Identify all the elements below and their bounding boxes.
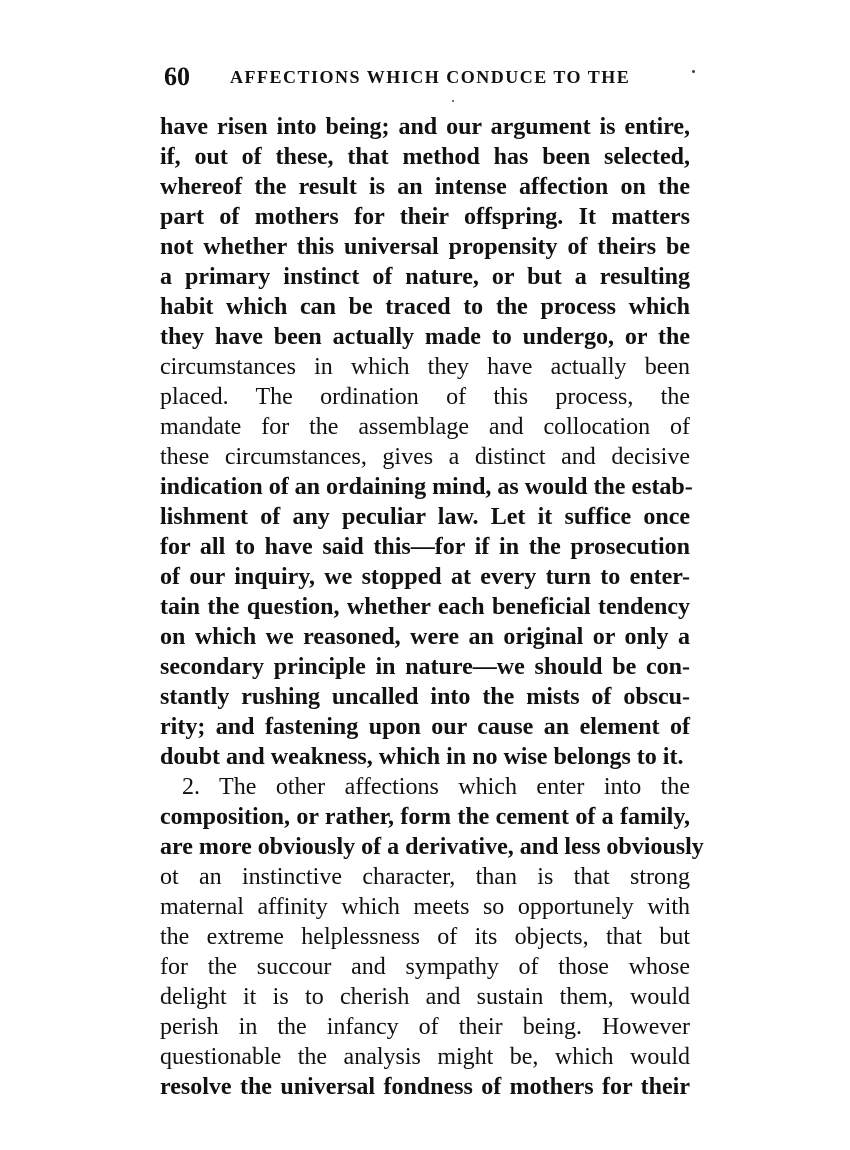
text-line: a primary instinct of nature, or but a resulting — [160, 264, 690, 290]
text-line: these circumstances, gives a distinct and decisive — [160, 444, 690, 470]
text-line: doubt and weakness, which in no wise belongs to it. — [160, 744, 684, 770]
text-line: have risen into being; and our argument is entire, — [160, 114, 690, 140]
text-line: mandate for the assemblage and collocation of — [160, 414, 690, 440]
text-line: the extreme helplessness of its objects, that but — [160, 924, 690, 950]
text-line: perish in the infancy of their being. However — [160, 1014, 690, 1040]
text-line: if, out of these, that method has been selected, — [160, 144, 690, 170]
running-title: AFFECTIONS WHICH CONDUCE TO THE — [230, 67, 631, 87]
running-head — [160, 62, 690, 92]
text-line: ot an instinctive character, than is that strong — [160, 864, 690, 890]
text-line: they have been actually made to undergo, or the — [160, 324, 690, 350]
text-line: secondary principle in nature—we should be con- — [160, 654, 690, 680]
text-line: rity; and fastening upon our cause an element of — [160, 714, 690, 740]
text-line: for all to have said this—for if in the prosecution — [160, 534, 690, 560]
text-line: maternal affinity which meets so opportunely with — [160, 894, 690, 920]
text-line: composition, or rather, form the cement of a family, — [160, 804, 690, 830]
text-line: resolve the universal fondness of mothers for their — [160, 1074, 690, 1100]
page-number: 60 — [164, 62, 190, 91]
text-line: on which we reasoned, were an original or only a — [160, 624, 690, 650]
text-line: indication of an ordaining mind, as would the estab- — [160, 474, 693, 500]
body-text — [160, 112, 704, 1102]
text-line: tain the question, whether each beneficial tendency — [160, 594, 690, 620]
text-line: not whether this universal propensity of theirs be — [160, 234, 690, 260]
text-line: part of mothers for their offspring. It matters — [160, 204, 690, 230]
print-speck — [452, 100, 454, 102]
text-line: circumstances in which they have actually been — [160, 354, 690, 380]
text-line: delight it is to cherish and sustain them, would — [160, 984, 690, 1010]
text-line: questionable the analysis might be, which would — [160, 1044, 690, 1070]
print-speck — [692, 70, 695, 73]
text-line: whereof the result is an intense affection on the — [160, 174, 690, 200]
text-line: lishment of any peculiar law. Let it suffice once — [160, 504, 690, 530]
text-line: placed. The ordination of this process, the — [160, 384, 690, 410]
text-line: are more obviously of a derivative, and less obviously — [160, 834, 704, 860]
text-line: 2. The other affections which enter into the — [182, 774, 690, 800]
text-line: of our inquiry, we stopped at every turn to enter- — [160, 564, 690, 590]
text-line: habit which can be traced to the process which — [160, 294, 690, 320]
text-line: for the succour and sympathy of those whose — [160, 954, 690, 980]
text-line: stantly rushing uncalled into the mists of obscu- — [160, 684, 690, 710]
